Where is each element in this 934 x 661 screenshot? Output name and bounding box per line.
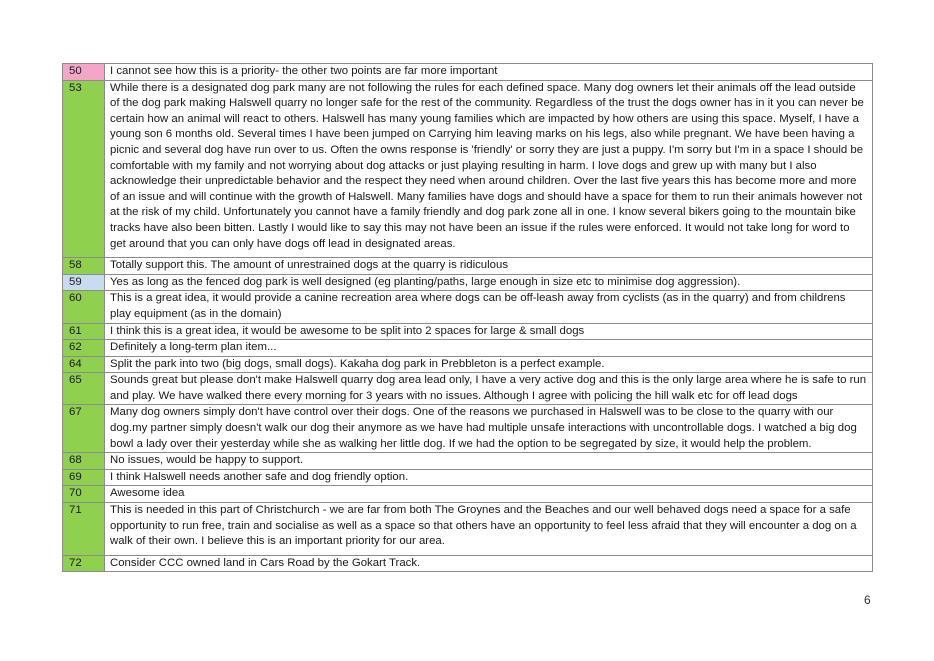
table-row bbox=[63, 80, 873, 258]
response-text-cell: This is a great idea, it would provide a canine recreation area where dogs can be off-leash away from cyclists (as in the quarry) and from childrens play equipment (as in the domain) bbox=[105, 291, 873, 323]
response-text-cell: Sounds great but please don't make Halswell quarry dog area lead only, I have a very active dog and this is the only large area where he is safe to run and play. We have walked there every morning for 3 years with no issues. Although I agree with policing the hill walk etc for off lead dogs bbox=[105, 373, 873, 405]
response-text-cell: Yes as long as the fenced dog park is well designed (eg planting/paths, large enough in size etc to minimise dog aggression). bbox=[105, 274, 873, 291]
response-text-cell: I think this is a great idea, it would be awesome to be split into 2 spaces for large & small dogs bbox=[105, 323, 873, 340]
response-text-cell: Totally support this. The amount of unrestrained dogs at the quarry is ridiculous bbox=[105, 258, 873, 275]
response-text-cell: Consider CCC owned land in Cars Road by the Gokart Track. bbox=[105, 555, 873, 572]
table-row bbox=[63, 373, 873, 405]
table-row bbox=[63, 469, 873, 486]
response-id-cell: 64 bbox=[63, 356, 105, 373]
response-text-cell: I cannot see how this is a priority- the other two points are far more important bbox=[105, 64, 873, 81]
response-text-cell: This is needed in this part of Christchurch - we are far from both The Groynes and the Beaches and our well behaved dogs need a space for a safe opportunity to run free, train and socialise as well as a space so that others have an opportunity to feel less afraid that they will encounter a dog on a walk of their own. I believe this is an important priority for our area. bbox=[105, 503, 873, 556]
table-row bbox=[63, 453, 873, 470]
response-text-cell: No issues, would be happy to support. bbox=[105, 453, 873, 470]
response-text-cell: While there is a designated dog park many are not following the rules for each defined space. Many dog owners let their animals off the lead outside of the dog park making Halswell quarry no longer safe for the rest of the community. Regardless of the trust the dogs owner has in it you can never be certain how an animal will react to others. Halswell has many young families which are impacted by how others are using this space. Myself, I have a young son 6 months old. Several times I have been jumped on Carrying him leaving marks on his legs, also while pregnant. We have been having a picnic and several dog have run over to us. Often the owns response is 'friendly' or sorry they are just a puppy. I'm sorry but I'm in a space I should be comfortable with my family and not worrying about dog attacks or just playing resulting in harm. I love dogs and grew up with many but I also acknowledge their unpredictable behavior and the respect they need when around children. Over the last five years this has become more and more of an issue and will continue with the growth of Halswell. Many families have dogs and should have a space for them to run their animals however not at the risk of my child. Unfortunately you cannot have a family friendly and dog park zone all in one. I know several bikers going to the mountain bike tracks have also been bitten. Lastly I would like to say this may not have been an issue if the rules were enforced. It would not take long for word to get around that you can only have dogs off lead in designated areas. bbox=[105, 80, 873, 258]
response-id-cell: 61 bbox=[63, 323, 105, 340]
response-id-cell: 65 bbox=[63, 373, 105, 405]
response-text-cell: Awesome idea bbox=[105, 486, 873, 503]
response-id-cell: 59 bbox=[63, 274, 105, 291]
response-id-cell: 60 bbox=[63, 291, 105, 323]
table-row bbox=[63, 291, 873, 323]
response-id-cell: 58 bbox=[63, 258, 105, 275]
response-text-cell: I think Halswell needs another safe and dog friendly option. bbox=[105, 469, 873, 486]
table-row bbox=[63, 258, 873, 275]
table-row bbox=[63, 555, 873, 572]
table-row bbox=[63, 323, 873, 340]
response-id-cell: 70 bbox=[63, 486, 105, 503]
table-row bbox=[63, 486, 873, 503]
table-row bbox=[63, 340, 873, 357]
response-id-cell: 72 bbox=[63, 555, 105, 572]
response-text-cell: Definitely a long-term plan item... bbox=[105, 340, 873, 357]
page-number: 6 bbox=[864, 593, 871, 607]
table-row bbox=[63, 64, 873, 81]
response-id-cell: 53 bbox=[63, 80, 105, 258]
response-id-cell: 69 bbox=[63, 469, 105, 486]
table-row bbox=[63, 405, 873, 453]
response-id-cell: 68 bbox=[63, 453, 105, 470]
table-row bbox=[63, 356, 873, 373]
response-id-cell: 62 bbox=[63, 340, 105, 357]
response-id-cell: 67 bbox=[63, 405, 105, 453]
feedback-table bbox=[62, 63, 873, 572]
response-id-cell: 71 bbox=[63, 503, 105, 556]
response-text-cell: Split the park into two (big dogs, small dogs). Kakaha dog park in Prebbleton is a perfect example. bbox=[105, 356, 873, 373]
response-text-cell: Many dog owners simply don't have control over their dogs. One of the reasons we purchased in Halswell was to be close to the quarry with our dog.my partner simply doesn't walk our dog their anymore as we have had multiple unsafe interactions with uncontrollable dogs. I watched a big dog bowl a lady over their yesterday while she as walking her little dog. If we had the option to be segregated by size, it would help the problem. bbox=[105, 405, 873, 453]
table-row bbox=[63, 274, 873, 291]
response-id-cell: 50 bbox=[63, 64, 105, 81]
table-row bbox=[63, 503, 873, 556]
